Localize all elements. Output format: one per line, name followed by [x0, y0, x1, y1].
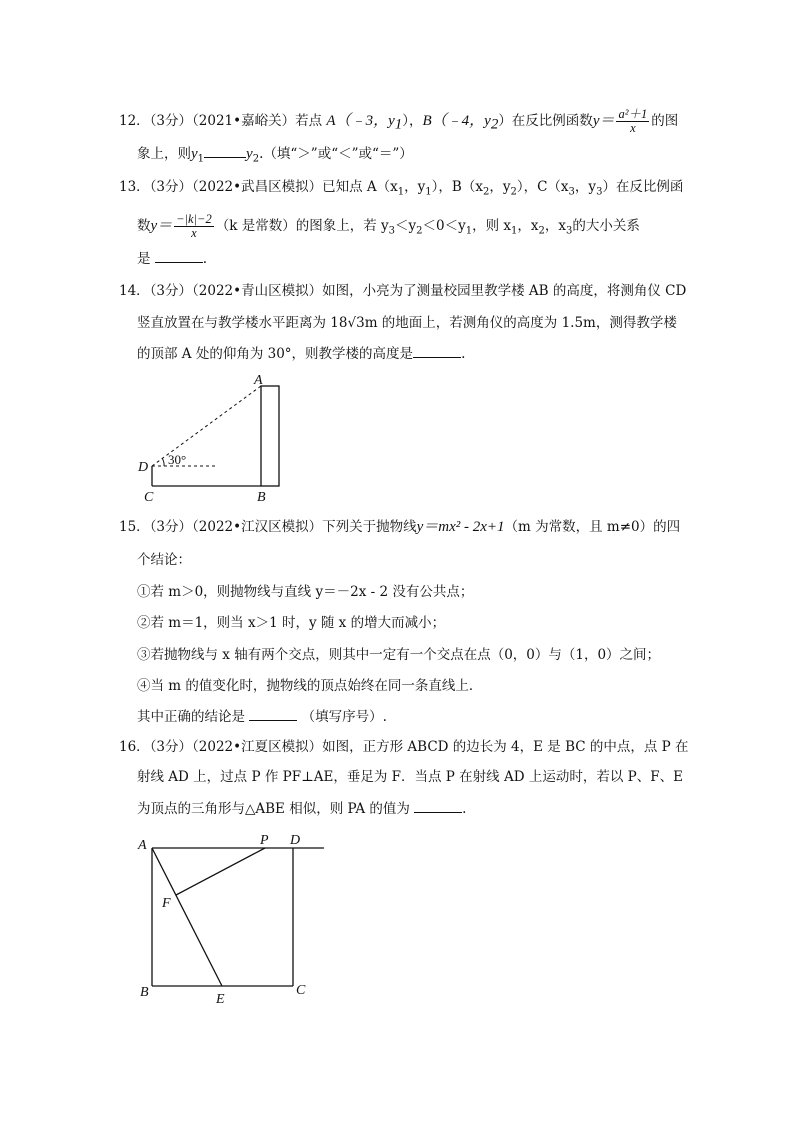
q12-frac-den: x [630, 121, 636, 135]
q13-line1 [119, 177, 683, 197]
q13-score: （3分） [149, 179, 193, 195]
q16-line2: 射线 AD 上，过点 P 作 PF⊥AE，垂足为 F．当点 P 在射线 AD 上运动时，若以 P、F、E [137, 769, 683, 785]
q16-figure [130, 828, 330, 1008]
q13-frac-den: x [191, 226, 197, 240]
q14-score: （3分） [149, 283, 193, 299]
q13-fraction [174, 213, 214, 240]
q13-lt1: ＜y [394, 218, 417, 234]
q13-sub-x2: 2 [538, 225, 545, 237]
q16-label-c: C [296, 983, 306, 998]
q12-answer-blank[interactable] [204, 143, 246, 158]
q12-text: 若点 [295, 113, 323, 129]
q14-source: （2022•青山区模拟） [192, 283, 323, 299]
q14-number: 14． [119, 283, 150, 299]
q13-point-b: ），B（x [431, 179, 483, 195]
q16-line3-start: 为顶点的三角形与△ABE 相似，则 PA 的值为 [137, 801, 410, 817]
q16-source: （2022•江夏区模拟） [192, 739, 323, 755]
q12-frac-num: a²＋1 [618, 107, 648, 121]
q13-b-mid: ，y [489, 179, 511, 195]
q13-sub-y2: 2 [416, 225, 423, 237]
q14-answer-blank[interactable] [413, 343, 461, 358]
q13-sub-x3: 3 [566, 225, 573, 237]
q12-y1: y [191, 146, 198, 162]
q13-number: 13． [119, 179, 150, 195]
q14-label-d: D [138, 460, 149, 475]
q13-source: （2022•武昌区模拟） [192, 179, 323, 195]
q14-figure [130, 368, 290, 508]
q16-segment-ae [152, 848, 222, 986]
q13-c-sub: 3 [568, 186, 575, 198]
q14-line2-start: 竖直放置在与教学楼水平距离为 18 [137, 315, 348, 331]
q13-func-lhs: y＝ [150, 218, 173, 234]
q14-line2 [137, 313, 677, 333]
q16-label-e: E [216, 992, 225, 1007]
q15-ask-text: 其中正确的结论是 [137, 709, 245, 725]
q15-line2: 个结论： [137, 552, 191, 568]
q13-point-c: ），C（x [516, 179, 569, 195]
q16-score: （3分） [149, 739, 193, 755]
q13-c-sub2: 3 [596, 186, 603, 198]
q12-y2-sub: 2 [252, 153, 260, 165]
q12-y1-sub: 1 [197, 153, 205, 165]
q13-sub-y1: 1 [465, 225, 473, 237]
q15-number: 15． [119, 519, 150, 535]
q15-line1-end: （m 为常数，且 m≠0）的四 [504, 519, 681, 535]
q14-line3 [137, 343, 465, 364]
q16-label-b: B [140, 985, 149, 1000]
q12-line2-text: 象上，则 [137, 146, 191, 162]
q16-label-d: D [290, 833, 301, 848]
q13-line2-start: 数 [137, 218, 151, 234]
q13-answer-blank[interactable] [155, 248, 203, 263]
q14-angle-arc [162, 458, 164, 466]
q13-point-a: 已知点 A（x [322, 179, 398, 195]
q13-line2 [137, 213, 640, 240]
q13-comma2: ，x [544, 218, 566, 234]
q13-a-sub2: 1 [425, 186, 432, 198]
q13-lt2: ＜0＜y [422, 218, 466, 234]
q12-point-b-end: ）在反比例函数 [498, 113, 593, 129]
q16-line1 [119, 737, 689, 757]
q13-line3-end: . [202, 251, 208, 267]
q12-point-b-sub: 2 [490, 116, 499, 133]
q15-conclusion-1: ①若 m＞0，则抛物线与直线 y＝－2x - 2 没有公共点； [137, 584, 474, 600]
q14-line1-text: 如图，小亮为了测量校园里教学楼 AB 的高度，将测角仪 CD [322, 283, 687, 299]
q13-line2-end: 的大小关系 [572, 218, 640, 234]
q14-line2-end: m 的地面上，若测角仪的高度为 1.5m，测得教学楼 [364, 315, 677, 331]
q15-answer-blank[interactable] [249, 706, 297, 721]
q12-point-a: A（﹣3，y [326, 113, 395, 129]
q16-answer-blank[interactable] [414, 798, 462, 813]
q15-conclusion-2: ②若 m＝1，则当 x＞1 时，y 随 x 的增大而减小； [137, 615, 446, 631]
q15-source: （2022•江汉区模拟） [192, 519, 323, 535]
q15-score: （3分） [149, 519, 193, 535]
q12-source: （2021•嘉峪关） [192, 113, 296, 129]
q13-c-mid: ，y [574, 179, 597, 195]
q16-line3 [137, 798, 466, 819]
q13-sub-y3: 3 [388, 225, 395, 237]
q13-line3-start: 是 [137, 251, 151, 267]
q12-line1 [119, 108, 678, 135]
q14-label-c: C [144, 490, 154, 505]
q13-b-sub: 2 [482, 186, 490, 198]
q12-point-b: B（﹣4，y [422, 113, 491, 129]
q15-conclusion-3: ③若抛物线与 x 轴有两个交点，则其中一定有一个交点在点（0，0）与（1，0）之间； [137, 647, 661, 663]
q12-number: 12． [119, 113, 150, 129]
q16-segment-pf [176, 848, 265, 895]
q15-parabola: y＝mx² - 2x+1 [416, 519, 505, 535]
q15-ask-end: （填写序号）. [301, 709, 387, 725]
q13-comma1: ，x [517, 218, 539, 234]
q16-line1-text: 如图，正方形 ABCD 的边长为 4，E 是 BC 的中点，点 P 在 [322, 739, 689, 755]
q13-line2-mid: （k 是常数）的图象上，若 y [215, 218, 389, 234]
q14-label-a: A [254, 373, 263, 388]
q14-line3-start: 的顶部 A 处的仰角为 30°，则教学楼的高度是 [137, 346, 414, 362]
q15-ask [137, 706, 387, 727]
q13-then: ，则 x [472, 218, 511, 234]
q12-y2: y [246, 146, 253, 162]
q15-conclusion-4: ④当 m 的值变化时，抛物线的顶点始终在同一条直线上． [137, 678, 483, 694]
q14-sqrt: √3 [347, 315, 365, 331]
q13-a-mid: ，y [404, 179, 426, 195]
q16-number: 16． [119, 739, 150, 755]
q14-line3-end: . [461, 346, 466, 362]
q13-sub-x1: 1 [511, 225, 518, 237]
q12-line2-end: .（填“＞”或“＜”或“＝”） [259, 146, 413, 162]
q12-text-b: 的图 [651, 113, 679, 129]
q13-frac-num: −|k|−2 [176, 212, 212, 226]
q14-building [261, 386, 279, 486]
q16-label-a: A [138, 838, 147, 853]
q16-label-p: P [260, 833, 269, 848]
q16-line3-end: . [462, 801, 467, 817]
q13-c-end: ）在反比例函 [602, 179, 684, 195]
q12-point-a-sub: 1 [394, 116, 403, 133]
q12-score: （3分） [149, 113, 193, 129]
q15-line1-start: 下列关于抛物线 [322, 519, 417, 535]
q13-a-sub: 1 [397, 186, 405, 198]
q12-func-lhs: y＝ [592, 113, 615, 129]
q12-point-a-end: ）， [402, 113, 423, 129]
q12-fraction [616, 108, 649, 135]
q15-line1 [119, 517, 680, 537]
q16-label-f: F [162, 896, 171, 911]
q14-line1 [119, 281, 686, 301]
q13-line3 [137, 248, 207, 269]
q13-b-sub2: 2 [510, 186, 517, 198]
q14-angle-label: 30° [168, 452, 187, 467]
q14-label-b: B [257, 490, 266, 505]
q12-line2 [137, 143, 413, 164]
